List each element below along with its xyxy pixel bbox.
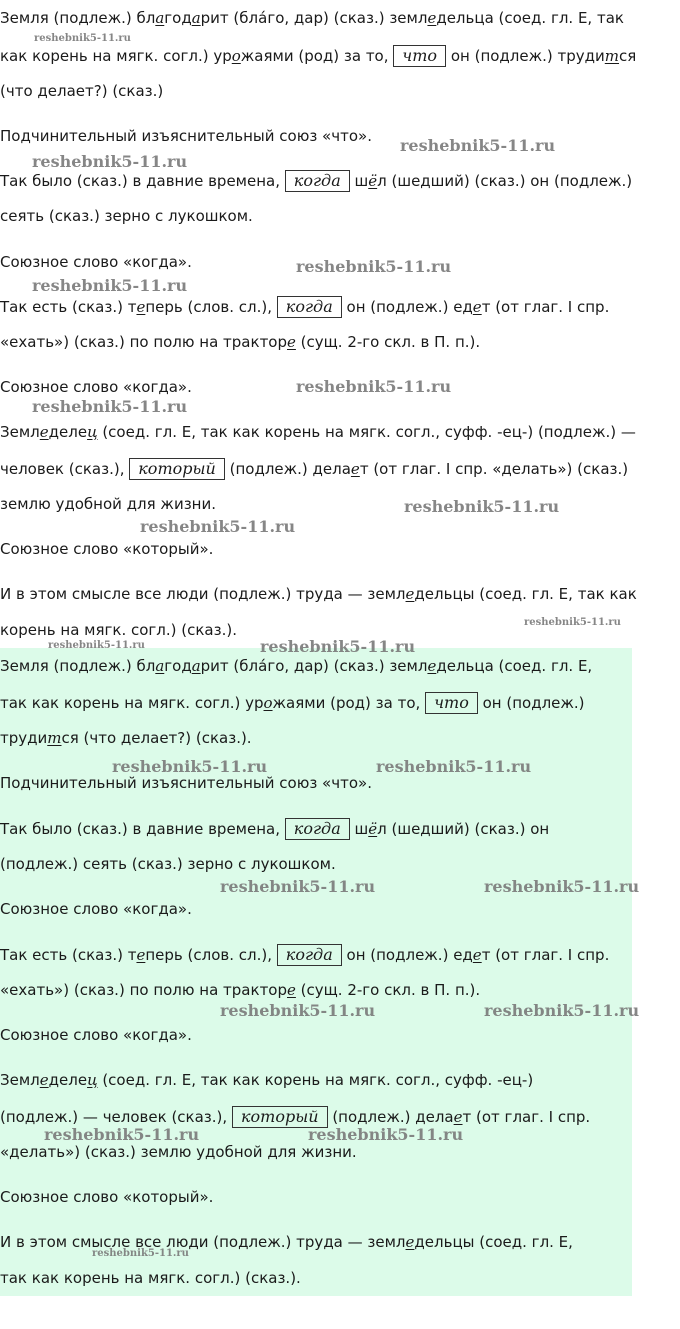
text-line: корень на мягк. согл.) (сказ.). bbox=[0, 621, 237, 639]
watermark: reshebnik5-11.ru bbox=[524, 617, 621, 628]
text-line: Так есть (сказ.) теперь (слов. сл.), когда он (подлеж.) едет (от глаг. I спр. bbox=[0, 945, 610, 964]
watermark: reshebnik5-11.ru bbox=[296, 377, 452, 396]
text-line: Земля (подлеж.) благодарит (бла́го, дар) (сказ.) земледельца (соед. гл. Е, так bbox=[0, 9, 624, 27]
watermark: reshebnik5-11.ru bbox=[404, 497, 560, 516]
text-line: «делать») (сказ.) землю удобной для жизни. bbox=[0, 1143, 357, 1161]
text-line: Союзное слово «когда». bbox=[0, 1026, 192, 1044]
watermark: reshebnik5-11.ru bbox=[32, 397, 188, 416]
text-line: трудится (что делает?) (сказ.). bbox=[0, 729, 252, 747]
watermark: reshebnik5-11.ru bbox=[220, 877, 376, 896]
watermark: reshebnik5-11.ru bbox=[32, 152, 188, 171]
watermark: reshebnik5-11.ru bbox=[48, 640, 145, 651]
text-line: Союзное слово «который». bbox=[0, 1188, 214, 1206]
watermark: reshebnik5-11.ru bbox=[308, 1125, 464, 1144]
text-line: Союзное слово «когда». bbox=[0, 900, 192, 918]
boxed-word: что bbox=[393, 45, 446, 67]
watermark: reshebnik5-11.ru bbox=[484, 877, 640, 896]
text-line: Союзное слово «когда». bbox=[0, 378, 192, 396]
watermark: reshebnik5-11.ru bbox=[92, 1248, 189, 1259]
text-line: как корень на мягк. согл.) урожаями (род) за то, что он (подлеж.) трудится bbox=[0, 46, 637, 65]
text-line: (подлеж.) — человек (сказ.), который (подлеж.) делает (от глаг. I спр. bbox=[0, 1107, 591, 1126]
text-line: (что делает?) (сказ.) bbox=[0, 82, 164, 100]
text-line: Земля (подлеж.) благодарит (бла́го, дар) (сказ.) земледельца (соед. гл. Е, bbox=[0, 657, 593, 675]
text-line: Союзное слово «который». bbox=[0, 540, 214, 558]
text-line: Союзное слово «когда». bbox=[0, 253, 192, 271]
text-line: сеять (сказ.) зерно с лукошком. bbox=[0, 207, 253, 225]
text-line: (подлеж.) сеять (сказ.) зерно с лукошком. bbox=[0, 855, 336, 873]
boxed-word: который bbox=[129, 458, 225, 480]
text-line: И в этом смысле все люди (подлеж.) труда — земледельцы (соед. гл. Е, так как bbox=[0, 585, 637, 603]
watermark: reshebnik5-11.ru bbox=[296, 257, 452, 276]
text-line: И в этом смысле все люди (подлеж.) труда — земледельцы (соед. гл. Е, bbox=[0, 1233, 573, 1251]
text-line: так как корень на мягк. согл.) урожаями (род) за то, что он (подлеж.) bbox=[0, 693, 585, 712]
boxed-word: когда bbox=[285, 170, 350, 192]
watermark: reshebnik5-11.ru bbox=[376, 757, 532, 776]
text-line: Подчинительный изъяснительный союз «что». bbox=[0, 127, 372, 145]
watermark: reshebnik5-11.ru bbox=[260, 637, 416, 656]
boxed-word: когда bbox=[277, 944, 342, 966]
text-line: «ехать») (сказ.) по полю на тракторе (сущ. 2-го скл. в П. п.). bbox=[0, 333, 481, 351]
boxed-word: что bbox=[425, 692, 478, 714]
boxed-word: когда bbox=[285, 818, 350, 840]
watermark: reshebnik5-11.ru bbox=[220, 1001, 376, 1020]
watermark: reshebnik5-11.ru bbox=[140, 517, 296, 536]
text-line: Подчинительный изъяснительный союз «что». bbox=[0, 774, 372, 792]
text-line: Земледелец (соед. гл. Е, так как корень на мягк. согл., суфф. -ец-) (подлеж.) — bbox=[0, 423, 636, 441]
text-line: землю удобной для жизни. bbox=[0, 495, 216, 513]
text-line: Так было (сказ.) в давние времена, когда шёл (шедший) (сказ.) он (подлеж.) bbox=[0, 171, 633, 190]
watermark: reshebnik5-11.ru bbox=[32, 276, 188, 295]
text-line: Так было (сказ.) в давние времена, когда шёл (шедший) (сказ.) он bbox=[0, 819, 550, 838]
watermark: reshebnik5-11.ru bbox=[112, 757, 268, 776]
boxed-word: который bbox=[232, 1106, 328, 1128]
boxed-word: когда bbox=[277, 296, 342, 318]
text-line: Так есть (сказ.) теперь (слов. сл.), когда он (подлеж.) едет (от глаг. I спр. bbox=[0, 297, 610, 316]
watermark: reshebnik5-11.ru bbox=[44, 1125, 200, 1144]
watermark: reshebnik5-11.ru bbox=[34, 33, 131, 44]
watermark: reshebnik5-11.ru bbox=[484, 1001, 640, 1020]
text-line: «ехать») (сказ.) по полю на тракторе (сущ. 2-го скл. в П. п.). bbox=[0, 981, 481, 999]
text-line: так как корень на мягк. согл.) (сказ.). bbox=[0, 1269, 301, 1287]
watermark: reshebnik5-11.ru bbox=[400, 136, 556, 155]
text-line: человек (сказ.), который (подлеж.) делает (от глаг. I спр. «делать») (сказ.) bbox=[0, 459, 629, 478]
text-line: Земледелец (соед. гл. Е, так как корень на мягк. согл., суфф. -ец-) bbox=[0, 1071, 534, 1089]
